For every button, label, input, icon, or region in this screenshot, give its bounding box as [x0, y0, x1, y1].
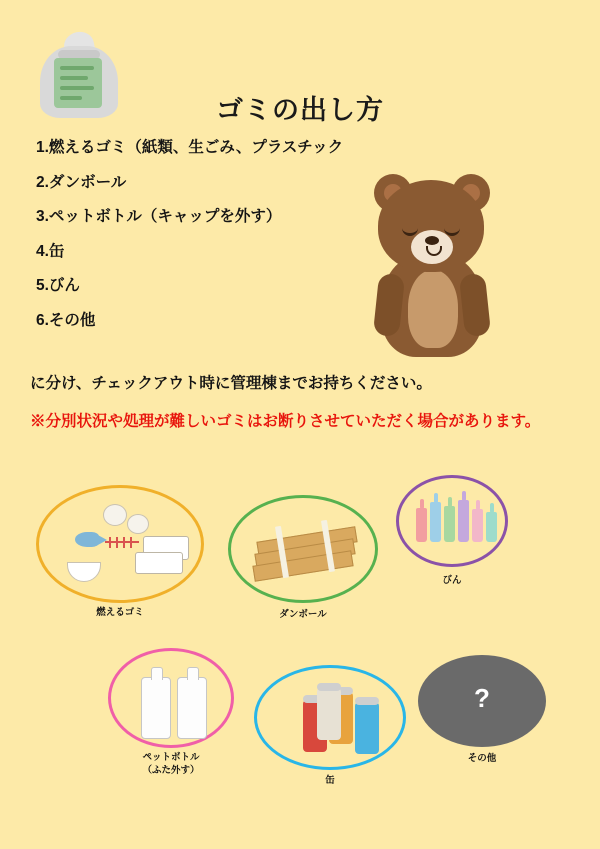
- category-burnable: [36, 485, 204, 618]
- bottle-icon: [486, 512, 497, 542]
- bear-nose: [425, 236, 439, 245]
- cardboard-bundle-icon: [228, 495, 378, 603]
- category-group: [18, 473, 582, 813]
- pet-bottle-icon: [108, 648, 234, 748]
- list-item: 5.びん: [36, 277, 80, 294]
- can-shape: [355, 702, 379, 754]
- list-item: 2.ダンボール: [36, 173, 127, 191]
- list-item: 4.缶: [36, 242, 65, 260]
- bear-belly: [408, 270, 458, 348]
- paper-ball-icon: [127, 514, 149, 534]
- category-can: [254, 665, 406, 786]
- bottle-icon: [458, 500, 469, 542]
- category-sublabel: （ふた外す）: [142, 765, 200, 776]
- category-label: びん: [442, 575, 462, 586]
- category-label: ペットボトル: [142, 752, 200, 763]
- page-title: ゴミの出し方: [216, 95, 384, 125]
- bear-muzzle: [411, 230, 453, 264]
- category-label: 缶: [325, 775, 335, 786]
- closing-instruction: に分け、チェックアウト時に管理棟までお持ちください。: [30, 375, 432, 392]
- poster-content: [18, 18, 582, 831]
- paper-ball-icon: [103, 504, 127, 526]
- bottle-icon: [444, 506, 455, 542]
- list-item: 6.その他: [36, 311, 96, 329]
- bottle-icon: [472, 509, 483, 542]
- question-mark-icon: [418, 655, 546, 747]
- bear-mouth: [426, 246, 442, 256]
- list-item: 3.ペットボトル（キャップを外す）: [36, 208, 282, 225]
- fish-bone-icon: [105, 536, 139, 548]
- waste-type-list: [36, 140, 406, 347]
- bottle-icon: [430, 502, 441, 542]
- glass-bottles-icon: [396, 475, 508, 567]
- category-label: その他: [467, 753, 497, 764]
- pet-bottle-shape: [177, 677, 207, 739]
- bear-arm-right: [459, 273, 491, 337]
- category-other: [418, 655, 546, 764]
- category-bottle: [396, 475, 508, 586]
- question-mark-symbol: ?: [474, 683, 490, 713]
- food-tray-icon: [135, 552, 183, 574]
- category-pet-bottle: [108, 648, 234, 776]
- burnable-waste-icon: [36, 485, 204, 603]
- category-label: ダンボール: [279, 609, 327, 620]
- category-label: 燃えるゴミ: [96, 607, 144, 618]
- cans-icon: [254, 665, 406, 770]
- list-item: 1.燃えるゴミ（紙類、生ごみ、プラスチック: [36, 139, 344, 156]
- warning-note: ※分別状況や処理が難しいゴミはお断りさせていただく場合があります。: [30, 413, 541, 430]
- bottle-icon: [416, 508, 427, 542]
- pet-bottle-shape: [141, 677, 171, 739]
- bowl-icon: [67, 562, 101, 582]
- can-shape: [317, 688, 341, 740]
- category-cardboard: [228, 495, 378, 620]
